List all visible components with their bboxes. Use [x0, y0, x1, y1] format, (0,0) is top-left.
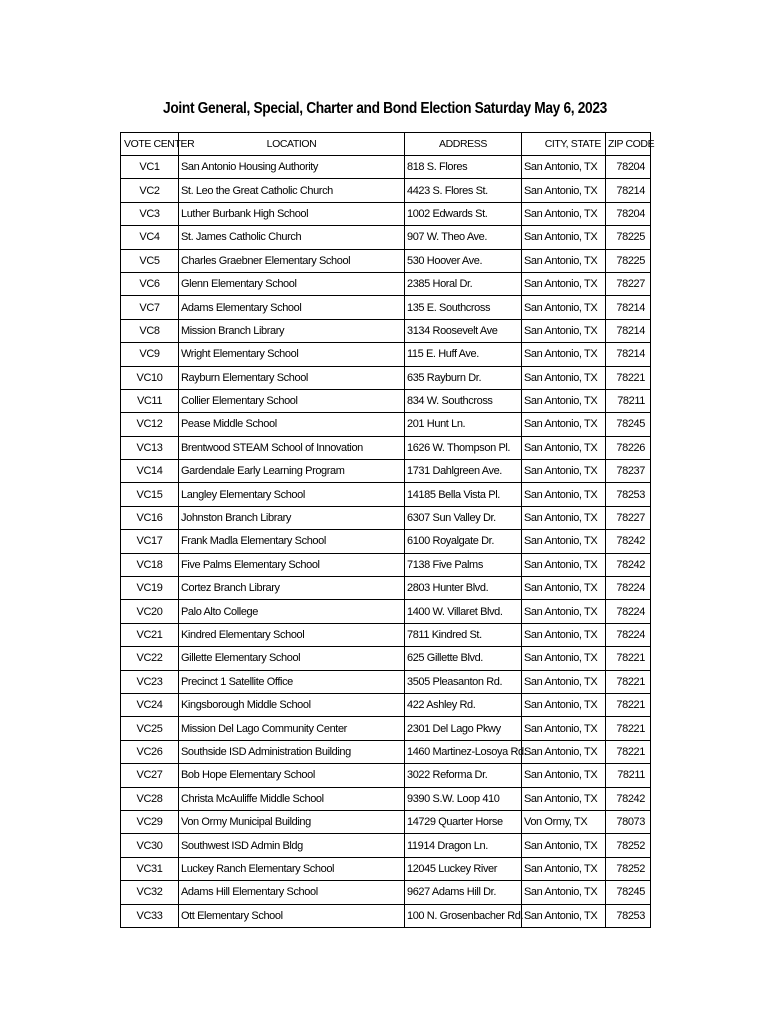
address-cell: 12045 Luckey River	[405, 857, 522, 880]
table-header-row	[121, 133, 651, 156]
table-row	[121, 249, 651, 272]
table-row	[121, 600, 651, 623]
address-cell: 818 S. Flores	[405, 156, 522, 179]
header-zip-code: ZIP CODE	[606, 133, 651, 156]
vote-center-cell: VC28	[121, 787, 179, 810]
address-cell: 1400 W. Villaret Blvd.	[405, 600, 522, 623]
city-state-cell: San Antonio, TX	[522, 272, 606, 295]
location-cell: Wright Elementary School	[179, 343, 405, 366]
table-row	[121, 156, 651, 179]
location-cell: St. Leo the Great Catholic Church	[179, 179, 405, 202]
address-cell: 1731 Dahlgreen Ave.	[405, 460, 522, 483]
vote-center-cell: VC8	[121, 319, 179, 342]
table-row	[121, 413, 651, 436]
table-row	[121, 436, 651, 459]
table-row	[121, 834, 651, 857]
vote-center-cell: VC20	[121, 600, 179, 623]
location-cell: Rayburn Elementary School	[179, 366, 405, 389]
city-state-cell: San Antonio, TX	[522, 343, 606, 366]
zip-code-cell: 78245	[606, 881, 651, 904]
city-state-cell: San Antonio, TX	[522, 670, 606, 693]
zip-code-cell: 78224	[606, 600, 651, 623]
vote-center-cell: VC17	[121, 530, 179, 553]
address-cell: 2803 Hunter Blvd.	[405, 577, 522, 600]
table-row	[121, 577, 651, 600]
table-row	[121, 857, 651, 880]
vote-center-cell: VC32	[121, 881, 179, 904]
vote-center-table	[120, 132, 655, 928]
address-cell: 201 Hunt Ln.	[405, 413, 522, 436]
table-row	[121, 764, 651, 787]
location-cell: Frank Madla Elementary School	[179, 530, 405, 553]
location-cell: Southside ISD Administration Building	[179, 740, 405, 763]
zip-code-cell: 78214	[606, 319, 651, 342]
vote-center-cell: VC11	[121, 389, 179, 412]
zip-code-cell: 78242	[606, 530, 651, 553]
city-state-cell: San Antonio, TX	[522, 436, 606, 459]
table-row	[121, 296, 651, 319]
location-cell: Collier Elementary School	[179, 389, 405, 412]
location-cell: Gardendale Early Learning Program	[179, 460, 405, 483]
zip-code-cell: 78252	[606, 834, 651, 857]
location-cell: Charles Graebner Elementary School	[179, 249, 405, 272]
location-cell: Johnston Branch Library	[179, 506, 405, 529]
location-cell: Bob Hope Elementary School	[179, 764, 405, 787]
address-cell: 14185 Bella Vista Pl.	[405, 483, 522, 506]
zip-code-cell: 78253	[606, 904, 651, 927]
zip-code-cell: 78221	[606, 647, 651, 670]
address-cell: 1626 W. Thompson Pl.	[405, 436, 522, 459]
zip-code-cell: 78204	[606, 202, 651, 225]
location-cell: Luckey Ranch Elementary School	[179, 857, 405, 880]
zip-code-cell: 78224	[606, 623, 651, 646]
zip-code-cell: 78211	[606, 764, 651, 787]
city-state-cell: Von Ormy, TX	[522, 810, 606, 833]
table-row	[121, 693, 651, 716]
vote-center-cell: VC13	[121, 436, 179, 459]
address-cell: 9627 Adams Hill Dr.	[405, 881, 522, 904]
city-state-cell: San Antonio, TX	[522, 226, 606, 249]
table-row	[121, 647, 651, 670]
vote-center-cell: VC27	[121, 764, 179, 787]
address-cell: 9390 S.W. Loop 410	[405, 787, 522, 810]
location-cell: Kingsborough Middle School	[179, 693, 405, 716]
address-cell: 2301 Del Lago Pkwy	[405, 717, 522, 740]
location-cell: St. James Catholic Church	[179, 226, 405, 249]
vote-center-cell: VC16	[121, 506, 179, 529]
city-state-cell: San Antonio, TX	[522, 483, 606, 506]
address-cell: 6307 Sun Valley Dr.	[405, 506, 522, 529]
address-cell: 3505 Pleasanton Rd.	[405, 670, 522, 693]
vote-center-cell: VC15	[121, 483, 179, 506]
table-row	[121, 810, 651, 833]
location-cell: Five Palms Elementary School	[179, 553, 405, 576]
city-state-cell: San Antonio, TX	[522, 249, 606, 272]
location-cell: Mission Branch Library	[179, 319, 405, 342]
vote-center-cell: VC2	[121, 179, 179, 202]
table-row	[121, 179, 651, 202]
city-state-cell: San Antonio, TX	[522, 460, 606, 483]
location-cell: Langley Elementary School	[179, 483, 405, 506]
zip-code-cell: 78253	[606, 483, 651, 506]
city-state-cell: San Antonio, TX	[522, 413, 606, 436]
location-cell: Kindred Elementary School	[179, 623, 405, 646]
location-cell: Adams Hill Elementary School	[179, 881, 405, 904]
table-row	[121, 272, 651, 295]
zip-code-cell: 78224	[606, 577, 651, 600]
address-cell: 422 Ashley Rd.	[405, 693, 522, 716]
address-cell: 2385 Horal Dr.	[405, 272, 522, 295]
address-cell: 115 E. Huff Ave.	[405, 343, 522, 366]
location-cell: Southwest ISD Admin Bldg	[179, 834, 405, 857]
vote-center-cell: VC9	[121, 343, 179, 366]
location-cell: Brentwood STEAM School of Innovation	[179, 436, 405, 459]
table-row	[121, 483, 651, 506]
city-state-cell: San Antonio, TX	[522, 834, 606, 857]
city-state-cell: San Antonio, TX	[522, 693, 606, 716]
city-state-cell: San Antonio, TX	[522, 764, 606, 787]
zip-code-cell: 78221	[606, 366, 651, 389]
table-row	[121, 202, 651, 225]
zip-code-cell: 78073	[606, 810, 651, 833]
zip-code-cell: 78242	[606, 787, 651, 810]
location-cell: Glenn Elementary School	[179, 272, 405, 295]
address-cell: 100 N. Grosenbacher Rd.	[405, 904, 522, 927]
address-cell: 1460 Martinez-Losoya Rd.	[405, 740, 522, 763]
vote-center-cell: VC29	[121, 810, 179, 833]
zip-code-cell: 78252	[606, 857, 651, 880]
location-cell: Von Ormy Municipal Building	[179, 810, 405, 833]
location-cell: Pease Middle School	[179, 413, 405, 436]
vote-center-cell: VC12	[121, 413, 179, 436]
address-cell: 4423 S. Flores St.	[405, 179, 522, 202]
zip-code-cell: 78214	[606, 296, 651, 319]
zip-code-cell: 78242	[606, 553, 651, 576]
vote-center-cell: VC19	[121, 577, 179, 600]
city-state-cell: San Antonio, TX	[522, 881, 606, 904]
zip-code-cell: 78204	[606, 156, 651, 179]
address-cell: 907 W. Theo Ave.	[405, 226, 522, 249]
header-location: LOCATION	[179, 133, 405, 156]
header-vote-center: VOTE CENTER	[121, 133, 179, 156]
city-state-cell: San Antonio, TX	[522, 577, 606, 600]
city-state-cell: San Antonio, TX	[522, 296, 606, 319]
vote-center-cell: VC21	[121, 623, 179, 646]
vote-center-cell: VC6	[121, 272, 179, 295]
address-cell: 635 Rayburn Dr.	[405, 366, 522, 389]
vote-center-cell: VC33	[121, 904, 179, 927]
table-row	[121, 553, 651, 576]
location-cell: Precinct 1 Satellite Office	[179, 670, 405, 693]
address-cell: 11914 Dragon Ln.	[405, 834, 522, 857]
vote-center-cell: VC24	[121, 693, 179, 716]
zip-code-cell: 78237	[606, 460, 651, 483]
zip-code-cell: 78221	[606, 740, 651, 763]
location-cell: Palo Alto College	[179, 600, 405, 623]
vote-center-cell: VC5	[121, 249, 179, 272]
vote-center-cell: VC14	[121, 460, 179, 483]
vote-center-cell: VC1	[121, 156, 179, 179]
zip-code-cell: 78227	[606, 272, 651, 295]
city-state-cell: San Antonio, TX	[522, 623, 606, 646]
vote-center-cell: VC22	[121, 647, 179, 670]
location-cell: San Antonio Housing Authority	[179, 156, 405, 179]
vote-center-cell: VC31	[121, 857, 179, 880]
vote-center-cell: VC30	[121, 834, 179, 857]
document-title: Joint General, Special, Charter and Bond Election Saturday May 6, 2023	[163, 100, 607, 117]
table-row	[121, 717, 651, 740]
zip-code-cell: 78214	[606, 179, 651, 202]
city-state-cell: San Antonio, TX	[522, 202, 606, 225]
city-state-cell: San Antonio, TX	[522, 506, 606, 529]
zip-code-cell: 78221	[606, 693, 651, 716]
address-cell: 7138 Five Palms	[405, 553, 522, 576]
city-state-cell: San Antonio, TX	[522, 530, 606, 553]
table-row	[121, 343, 651, 366]
address-cell: 3022 Reforma Dr.	[405, 764, 522, 787]
address-cell: 1002 Edwards St.	[405, 202, 522, 225]
location-cell: Luther Burbank High School	[179, 202, 405, 225]
table-row	[121, 366, 651, 389]
zip-code-cell: 78214	[606, 343, 651, 366]
vote-center-cell: VC4	[121, 226, 179, 249]
table-row	[121, 226, 651, 249]
city-state-cell: San Antonio, TX	[522, 156, 606, 179]
city-state-cell: San Antonio, TX	[522, 857, 606, 880]
table-row	[121, 670, 651, 693]
table-row	[121, 881, 651, 904]
vote-center-cell: VC23	[121, 670, 179, 693]
location-cell: Christa McAuliffe Middle School	[179, 787, 405, 810]
location-cell: Cortez Branch Library	[179, 577, 405, 600]
zip-code-cell: 78226	[606, 436, 651, 459]
zip-code-cell: 78225	[606, 249, 651, 272]
vote-center-cell: VC26	[121, 740, 179, 763]
zip-code-cell: 78221	[606, 717, 651, 740]
city-state-cell: San Antonio, TX	[522, 366, 606, 389]
city-state-cell: San Antonio, TX	[522, 553, 606, 576]
city-state-cell: San Antonio, TX	[522, 717, 606, 740]
zip-code-cell: 78211	[606, 389, 651, 412]
location-cell: Adams Elementary School	[179, 296, 405, 319]
address-cell: 14729 Quarter Horse	[405, 810, 522, 833]
table-row	[121, 460, 651, 483]
vote-center-cell: VC10	[121, 366, 179, 389]
vote-center-cell: VC3	[121, 202, 179, 225]
table-row	[121, 623, 651, 646]
city-state-cell: San Antonio, TX	[522, 647, 606, 670]
address-cell: 3134 Roosevelt Ave	[405, 319, 522, 342]
city-state-cell: San Antonio, TX	[522, 389, 606, 412]
header-city-state: CITY, STATE	[522, 133, 606, 156]
table-row	[121, 530, 651, 553]
city-state-cell: San Antonio, TX	[522, 319, 606, 342]
table-row	[121, 506, 651, 529]
table-body	[121, 156, 651, 928]
location-cell: Gillette Elementary School	[179, 647, 405, 670]
zip-code-cell: 78227	[606, 506, 651, 529]
vote-center-cell: VC7	[121, 296, 179, 319]
city-state-cell: San Antonio, TX	[522, 740, 606, 763]
table-row	[121, 319, 651, 342]
address-cell: 7811 Kindred St.	[405, 623, 522, 646]
address-cell: 625 Gillette Blvd.	[405, 647, 522, 670]
table-row	[121, 787, 651, 810]
address-cell: 135 E. Southcross	[405, 296, 522, 319]
table-row	[121, 904, 651, 927]
zip-code-cell: 78221	[606, 670, 651, 693]
table-row	[121, 389, 651, 412]
header-address: ADDRESS	[405, 133, 522, 156]
location-cell: Ott Elementary School	[179, 904, 405, 927]
address-cell: 834 W. Southcross	[405, 389, 522, 412]
table-row	[121, 740, 651, 763]
address-cell: 530 Hoover Ave.	[405, 249, 522, 272]
vote-center-cell: VC25	[121, 717, 179, 740]
address-cell: 6100 Royalgate Dr.	[405, 530, 522, 553]
city-state-cell: San Antonio, TX	[522, 600, 606, 623]
zip-code-cell: 78245	[606, 413, 651, 436]
vote-center-cell: VC18	[121, 553, 179, 576]
city-state-cell: San Antonio, TX	[522, 904, 606, 927]
city-state-cell: San Antonio, TX	[522, 179, 606, 202]
zip-code-cell: 78225	[606, 226, 651, 249]
city-state-cell: San Antonio, TX	[522, 787, 606, 810]
location-cell: Mission Del Lago Community Center	[179, 717, 405, 740]
